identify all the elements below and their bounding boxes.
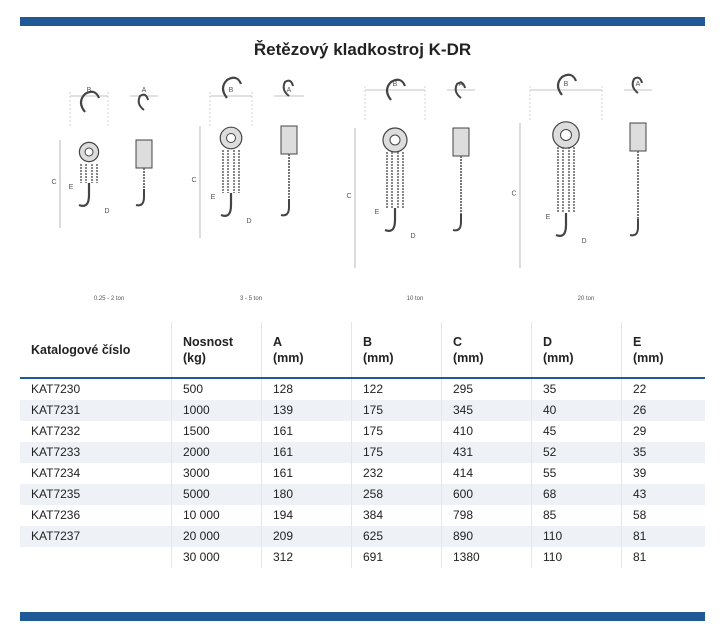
table-cell: 161 <box>262 421 352 442</box>
table-cell: 40 <box>532 400 622 421</box>
dimension-label-a: A <box>286 87 292 94</box>
table-row <box>20 400 705 421</box>
table-cell: 410 <box>442 421 532 442</box>
table-cell: 500 <box>172 378 262 400</box>
hoist-diagrams <box>51 78 680 308</box>
dimension-label-b: B <box>228 87 234 94</box>
column-header <box>262 322 352 378</box>
figure-caption: 20 ton <box>577 296 595 302</box>
hoist-gear <box>390 135 400 145</box>
table-cell: 194 <box>262 505 352 526</box>
hoist-gear <box>85 148 93 156</box>
table-cell: 55 <box>532 463 622 484</box>
hoist-gear <box>227 134 236 143</box>
table-cell: 175 <box>352 442 442 463</box>
column-header-label: B <box>363 334 373 349</box>
dimension-label-d: D <box>246 218 252 225</box>
dimension-label-e: E <box>210 194 216 201</box>
table-cell: 35 <box>532 378 622 400</box>
dimension-label-b: B <box>563 81 569 88</box>
table-row <box>20 505 705 526</box>
side-bottom-hook <box>453 214 461 230</box>
column-header <box>532 322 622 378</box>
dimension-label-a: A <box>635 81 641 88</box>
dimension-label-d: D <box>104 208 110 215</box>
table-cell: 3000 <box>172 463 262 484</box>
dimension-label-c: C <box>191 177 197 184</box>
table-cell: 68 <box>532 484 622 505</box>
side-body <box>281 126 297 154</box>
table-cell: 81 <box>622 526 706 547</box>
table-cell: 691 <box>352 547 442 568</box>
dimension-label-d: D <box>581 238 587 245</box>
table-cell: 161 <box>262 442 352 463</box>
column-header <box>172 322 262 378</box>
table-cell: 35 <box>622 442 706 463</box>
hoist-gear <box>561 130 572 141</box>
table-cell: KAT7237 <box>20 526 172 547</box>
side-body <box>453 128 469 156</box>
table-cell: 798 <box>442 505 532 526</box>
column-header-unit: (mm) <box>273 350 304 365</box>
table-cell: 600 <box>442 484 532 505</box>
table-cell: 122 <box>352 378 442 400</box>
column-header <box>442 322 532 378</box>
column-header-label: Katalogové číslo <box>31 342 131 357</box>
table-cell: 161 <box>262 463 352 484</box>
column-header-unit: (mm) <box>543 350 574 365</box>
column-header-label: E <box>633 334 642 349</box>
table-cell: 39 <box>622 463 706 484</box>
table-cell: KAT7234 <box>31 466 81 480</box>
table-cell: KAT7232 <box>31 424 81 438</box>
side-bottom-hook <box>136 189 144 205</box>
column-header-label: C <box>453 334 463 349</box>
side-bottom-hook <box>630 219 638 235</box>
table-row <box>20 442 705 463</box>
table-cell: 30 000 <box>172 547 262 568</box>
table-cell: 2000 <box>172 442 262 463</box>
spec-table <box>20 322 705 568</box>
column-header <box>352 322 442 378</box>
dimension-label-a: A <box>141 87 147 94</box>
bottom-hook <box>556 213 566 236</box>
table-cell: 29 <box>622 421 706 442</box>
table-cell: 431 <box>442 442 532 463</box>
dimension-label-e: E <box>68 184 74 191</box>
table-cell: 45 <box>532 421 622 442</box>
table-cell: KAT7230 <box>31 382 81 396</box>
side-body <box>136 140 152 168</box>
table-row <box>20 547 705 568</box>
page-title: Řetězový kladkostroj K-DR <box>253 40 472 59</box>
column-header-unit: (mm) <box>453 350 484 365</box>
dimension-label-c: C <box>511 190 517 198</box>
column-header-label: A <box>273 334 283 349</box>
table-cell: 81 <box>622 547 706 568</box>
table-cell: 20 000 <box>172 526 262 547</box>
table-cell: 85 <box>532 505 622 526</box>
table-cell: 10 000 <box>172 505 262 526</box>
table-cell: 139 <box>262 400 352 421</box>
figure-caption: 0.25 - 2 ton <box>93 296 125 302</box>
table-cell: 175 <box>352 421 442 442</box>
column-header-unit: (mm) <box>633 350 664 365</box>
table-cell: 128 <box>262 378 352 400</box>
table-cell: 1380 <box>442 547 532 568</box>
table-cell: KAT7231 <box>20 400 172 421</box>
side-bottom-hook <box>281 199 289 215</box>
table-cell: 52 <box>532 442 622 463</box>
bottom-hook <box>385 208 395 231</box>
side-top-hook <box>139 95 148 110</box>
dimension-label-c: C <box>346 193 352 200</box>
dimension-label-e: E <box>545 214 551 221</box>
table-cell: 258 <box>352 484 442 505</box>
table-cell: 110 <box>532 547 622 568</box>
table-cell: 26 <box>622 400 706 421</box>
table-row <box>20 378 705 400</box>
table-cell: 232 <box>352 463 442 484</box>
side-body <box>630 123 646 151</box>
bottom-hook <box>79 183 89 206</box>
table-row <box>20 421 705 442</box>
table-cell: 180 <box>262 484 352 505</box>
column-header-unit: (kg) <box>183 350 206 365</box>
column-header-label: D <box>543 334 553 349</box>
table-cell: KAT7236 <box>31 508 81 522</box>
dimension-label-b: B <box>86 87 92 94</box>
dimension-label-a: A <box>458 81 464 88</box>
figure-caption: 10 ton <box>406 296 424 302</box>
bottom-rule <box>20 612 705 621</box>
dimension-label-e: E <box>374 209 380 216</box>
table-row <box>20 463 705 484</box>
dimension-label-b: B <box>392 81 398 88</box>
table-cell: KAT7233 <box>20 442 172 463</box>
table-cell: 625 <box>352 526 442 547</box>
table-header-row <box>20 322 705 378</box>
table-cell: 43 <box>622 484 706 505</box>
table-cell: 384 <box>352 505 442 526</box>
table-cell: 1000 <box>172 400 262 421</box>
column-header-label: Nosnost <box>183 334 233 349</box>
figure-caption: 3 - 5 ton <box>239 296 263 302</box>
table-cell: 175 <box>352 400 442 421</box>
table-cell: 5000 <box>172 484 262 505</box>
top-hook <box>81 92 99 112</box>
table-cell: 22 <box>622 378 706 400</box>
table-body <box>20 378 705 568</box>
table-cell: 58 <box>622 505 706 526</box>
column-header-unit: (mm) <box>363 350 394 365</box>
table-cell: 345 <box>442 400 532 421</box>
table-cell: 110 <box>532 526 622 547</box>
table-cell: 295 <box>442 378 532 400</box>
table-cell: 414 <box>442 463 532 484</box>
bottom-hook <box>221 193 231 216</box>
table-cell <box>20 547 172 568</box>
hoist-diagrams-svg <box>51 78 680 308</box>
column-header <box>622 322 706 378</box>
table-cell: KAT7235 <box>20 484 172 505</box>
table-row <box>20 484 705 505</box>
dimension-label-c: C <box>51 179 57 186</box>
top-rule <box>20 17 705 26</box>
table-row <box>20 526 705 547</box>
table-cell: 1500 <box>172 421 262 442</box>
table-cell: 312 <box>262 547 352 568</box>
table-cell: 890 <box>442 526 532 547</box>
dimension-label-d: D <box>410 233 416 240</box>
table-cell: 209 <box>262 526 352 547</box>
column-header <box>20 322 172 378</box>
